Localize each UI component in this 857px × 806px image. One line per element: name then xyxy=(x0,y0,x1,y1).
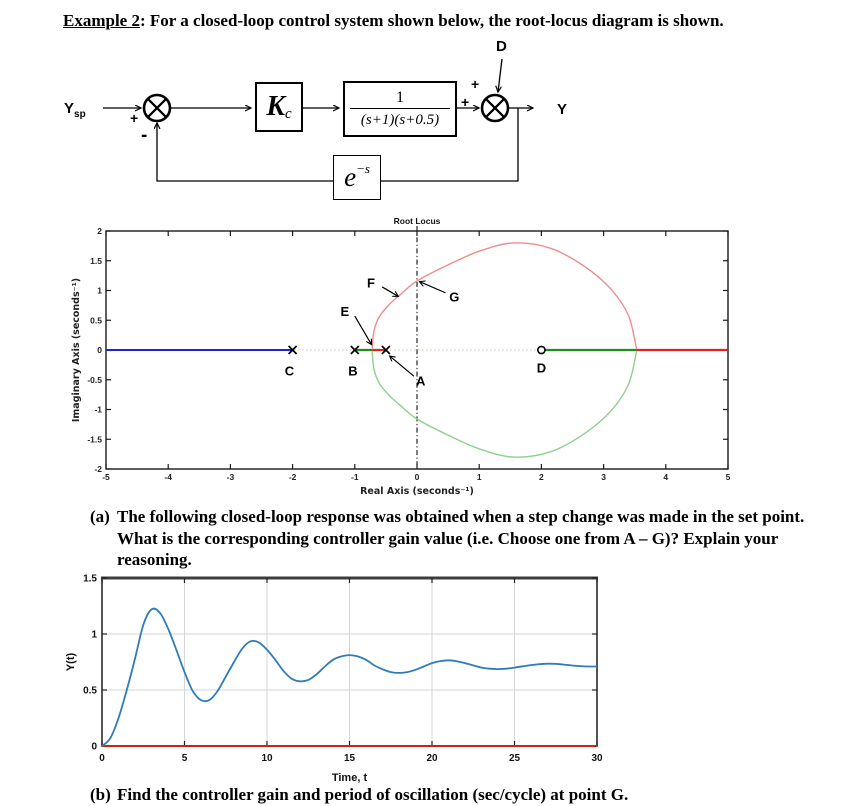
setpoint-symbol: Y xyxy=(64,100,75,117)
y-tick-label: 0.5 xyxy=(83,685,97,697)
x-tick-label: 5 xyxy=(725,472,731,482)
y-tick-label: 0 xyxy=(91,741,97,753)
question-b-label: (b) xyxy=(90,785,111,804)
x-tick-label: 30 xyxy=(591,753,603,764)
question-a-line3: reasoning. xyxy=(117,550,192,569)
x-axis-label: Real Axis (seconds⁻¹) xyxy=(360,486,474,497)
x-tick-label: -5 xyxy=(102,472,110,482)
y-tick-label: -1.5 xyxy=(87,434,102,445)
sum2-left-plus-sign: + xyxy=(461,94,470,110)
x-tick-label: -1 xyxy=(351,472,359,482)
x-tick-label: 0 xyxy=(414,472,420,482)
y-tick-label: -1 xyxy=(94,404,102,415)
summing-junction-2 xyxy=(482,95,508,121)
sum1-plus-sign: + xyxy=(130,110,139,126)
question-a-line2: What is the corresponding controller gain value (i.e. Choose one from A – G)? Explain your xyxy=(117,528,779,548)
process-denominator: (s+1)(s+0.5) xyxy=(360,111,440,128)
y-tick-label: 1 xyxy=(97,285,102,296)
annotation-label-C: C xyxy=(284,363,295,379)
y-tick-label: 0.5 xyxy=(90,315,102,326)
annotation-label-B: B xyxy=(348,363,358,379)
x-axis-label: Time, t xyxy=(331,772,368,784)
zero-marker xyxy=(538,346,545,353)
x-tick-label: 25 xyxy=(508,753,521,764)
annotation-label-A: A xyxy=(416,373,426,389)
question-a-label: (a) xyxy=(90,507,110,526)
y-tick-label: 1 xyxy=(91,629,97,641)
x-tick-label: 10 xyxy=(261,753,273,764)
y-tick-label: 1.5 xyxy=(90,255,102,266)
delay-exponent: −s xyxy=(356,160,370,176)
sum2-top-plus-sign: + xyxy=(471,76,480,92)
x-tick-label: -4 xyxy=(164,472,172,482)
x-tick-label: 2 xyxy=(539,472,544,482)
process-transfer-function xyxy=(350,88,450,131)
chart-title: Root Locus xyxy=(393,216,441,226)
y-axis-label: Imaginary Axis (seconds⁻¹) xyxy=(71,277,82,423)
annotation-label-D: D xyxy=(536,360,547,376)
controller-block xyxy=(255,82,303,132)
question-a-line1: The following closed-loop response was obtained when a step change was made in the set point. xyxy=(117,507,805,526)
delay-block xyxy=(333,155,381,200)
controller-gain-symbol: K xyxy=(266,91,285,122)
y-tick-label: -2 xyxy=(94,464,102,474)
x-tick-label: 0 xyxy=(99,753,105,764)
sum1-minus-sign: - xyxy=(141,125,148,146)
annotation-label-G: G xyxy=(449,289,460,305)
y-tick-label: 2 xyxy=(97,226,102,236)
setpoint-label xyxy=(64,100,86,120)
annotation-label-E: E xyxy=(340,303,350,319)
disturbance-arrow xyxy=(498,59,502,92)
root-locus-chart xyxy=(0,210,857,510)
step-response-chart xyxy=(0,560,857,806)
setpoint-subscript: sp xyxy=(74,109,86,120)
x-tick-label: -3 xyxy=(226,472,235,482)
x-tick-label: 4 xyxy=(663,472,669,482)
annotation-label-F: F xyxy=(366,275,375,291)
y-tick-label: 1.5 xyxy=(83,573,97,585)
summing-junction-1 xyxy=(144,95,170,121)
process-block xyxy=(343,81,457,137)
y-tick-label: 0 xyxy=(97,345,102,355)
x-tick-label: 15 xyxy=(343,753,356,764)
disturbance-label: D xyxy=(496,38,507,55)
process-numerator: 1 xyxy=(350,88,450,109)
example-label: Example 2 xyxy=(63,11,140,30)
x-tick-label: 5 xyxy=(181,753,188,764)
controller-gain-subscript: c xyxy=(285,105,292,122)
delay-base: e xyxy=(344,162,357,192)
y-axis-label: Y(t) xyxy=(65,652,77,672)
x-tick-label: 3 xyxy=(601,472,606,482)
block-diagram xyxy=(0,0,857,210)
x-tick-label: -2 xyxy=(288,472,297,482)
y-tick-label: -0.5 xyxy=(87,374,102,385)
output-label: Y xyxy=(557,101,568,118)
question-b-text: Find the controller gain and period of oscillation (sec/cycle) at point G. xyxy=(117,785,629,804)
signal-lines xyxy=(103,59,533,181)
title-text: : For a closed-loop control system shown below, the root-locus diagram is shown. xyxy=(139,11,724,30)
x-tick-label: 1 xyxy=(476,472,482,482)
x-tick-label: 20 xyxy=(426,753,438,764)
